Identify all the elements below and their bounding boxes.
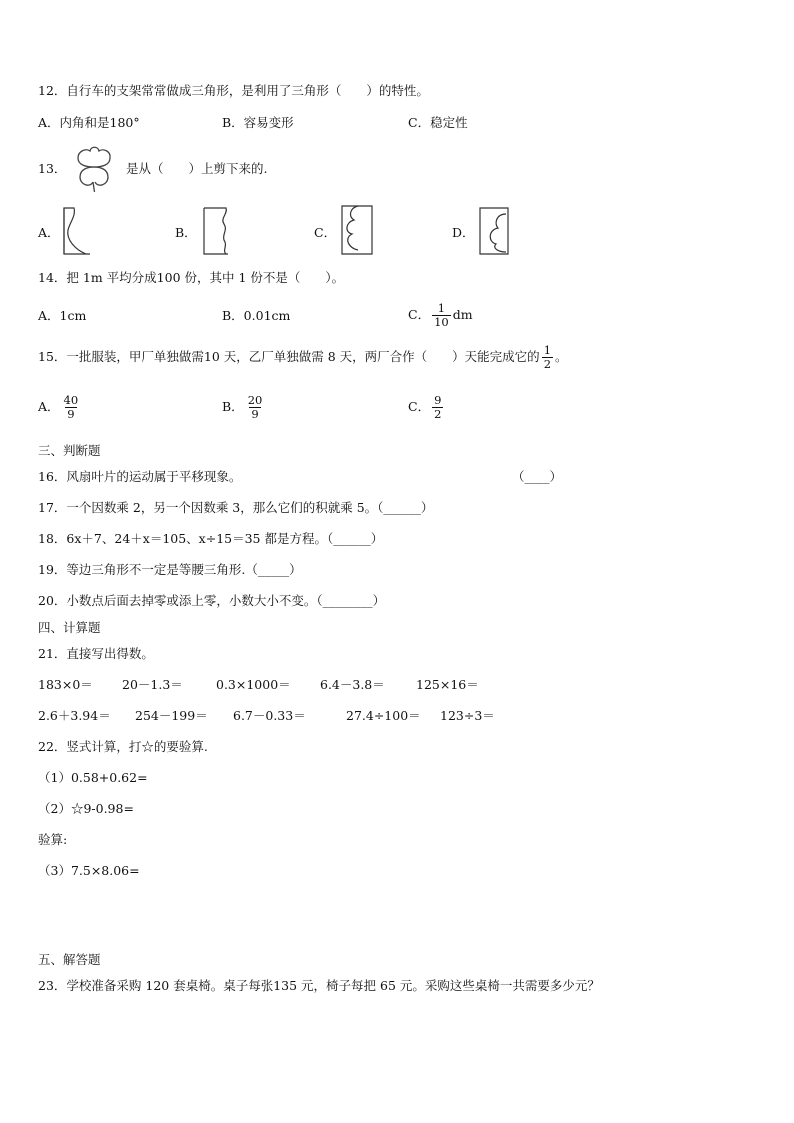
q15-option-a-label: A． [38,399,60,414]
q16-answer-blank[interactable]: （____） [512,469,563,484]
q12-option-b[interactable]: B．容易变形 [222,115,294,130]
fraction-denominator: 2 [543,357,552,371]
cut-paper-a-figure [62,206,92,256]
q21-item: 2.6＋3.94＝ [38,708,111,723]
q13-option-c[interactable]: C． [314,225,337,240]
q13-stem: 是从（ ）上剪下来的. [126,161,268,176]
q15-stem-fraction [542,344,553,371]
q21-item: 254－199＝ [135,708,208,723]
fraction-numerator: 9 [434,393,442,407]
cut-paper-c-figure [340,204,374,256]
cut-paper-b-figure [202,206,234,256]
q13-number: 13． [38,161,67,176]
section-heading-judgement: 三、判断题 [38,443,101,458]
q22-part-2: （2）☆9-0.98= [38,801,134,816]
section-heading-calculation: 四、计算题 [38,620,101,635]
q20-stem: 20．小数点后面去掉零或添上零，小数大小不变。（________） [38,593,386,608]
q15-option-a[interactable] [38,390,82,424]
q12-option-a[interactable]: A．内角和是180° [38,115,140,130]
q21-item: 6.4－3.8＝ [320,677,385,692]
q21-item: 6.7－0.33＝ [233,708,306,723]
q21-item: 125×16＝ [416,677,479,692]
q15-option-b-label: B． [222,399,244,414]
q17-stem: 17．一个因数乘 2，另一个因数乘 3，那么它们的积就乘 5。（______） [38,500,434,515]
q14-option-a[interactable]: A．1cm [38,308,87,323]
clover-shape-figure [68,145,120,193]
q15-option-c-label: C． [408,399,431,414]
q22-part-3: （3）7.5×8.06= [38,863,140,878]
fraction-numerator: 40 [63,393,79,407]
q15-option-b-fraction [246,394,265,421]
fraction-numerator: 20 [247,393,263,407]
q14-option-c[interactable] [408,298,473,332]
q22-stem: 22．竖式计算，打☆的要验算. [38,739,208,754]
fraction-denominator: 2 [434,407,442,421]
q13-option-b[interactable]: B． [175,225,197,240]
q18-stem: 18．6x＋7、24＋x＝105、x÷15＝35 都是方程。（______） [38,531,384,546]
q21-item: 0.3×1000＝ [216,677,291,692]
q12-stem: 12．自行车的支架常常做成三角形，是利用了三角形（ ）的特性。 [38,83,429,98]
q21-item: 27.4÷100＝ [346,708,421,723]
q14-option-c-fraction [432,302,451,329]
q13-option-d[interactable]: D． [452,225,475,240]
fraction-numerator: 1 [437,301,446,315]
q21-item: 20－1.3＝ [122,677,183,692]
fraction-denominator: 9 [251,407,259,421]
q22-check-label: 验算: [38,832,68,847]
q21-item: 123÷3＝ [440,708,495,723]
q15-stem-end: 。 [555,349,568,364]
q22-part-1: （1）0.58+0.62= [38,770,148,785]
cut-paper-d-figure [478,206,510,256]
q15-stem: 15．一批服装，甲厂单独做需10 天，乙厂单独做需 8 天，两厂合作（ ）天能完成它的 [38,349,540,364]
q15-option-b[interactable] [222,390,266,424]
q21-stem: 21．直接写出得数。 [38,646,154,661]
q23-stem: 23．学校准备采购 120 套桌椅。桌子每张135 元，椅子每把 65 元。采购这些桌椅一共需要多少元？ [38,978,600,993]
q14-option-c-unit: dm [452,307,473,322]
q14-option-b[interactable]: B．0.01cm [222,308,291,323]
fraction-denominator: 9 [67,407,75,421]
fraction-denominator: 10 [434,315,449,329]
q14-option-c-label: C． [408,307,431,322]
fraction-numerator: 1 [543,343,552,357]
section-heading-word-problems: 五、解答题 [38,952,101,967]
q14-stem: 14．把 1m 平均分成100 份，其中 1 份不是（ ）。 [38,270,345,285]
q15-option-c[interactable] [408,390,445,424]
q16-stem: 16．风扇叶片的运动属于平移现象。 [38,469,242,484]
q15-stem-line [38,340,568,374]
q15-option-c-fraction [432,394,443,421]
q19-stem: 19．等边三角形不一定是等腰三角形.（_____） [38,562,302,577]
q12-option-c[interactable]: C．稳定性 [408,115,468,130]
q21-item: 183×0＝ [38,677,93,692]
q13-option-a[interactable]: A． [38,225,60,240]
q15-option-a-fraction [62,394,81,421]
